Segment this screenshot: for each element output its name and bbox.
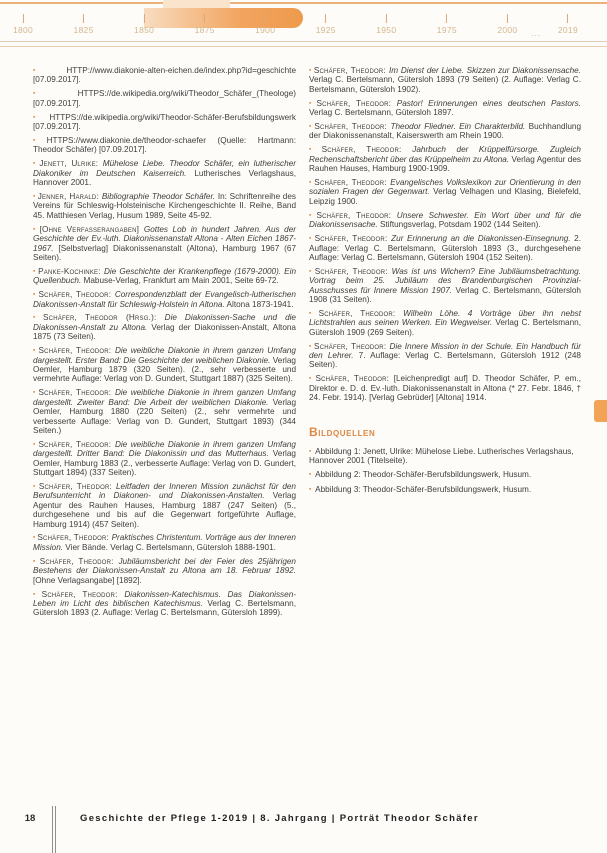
entry-title: Praktisches Christentum. Vorträge aus der Inneren Mission. bbox=[33, 533, 296, 552]
entry-author: Jenner, Harald: bbox=[37, 191, 102, 201]
tick-year-label: 1800 bbox=[12, 25, 34, 35]
bildquellen-text: Abbildung 1: Jenett, Ulrike: Mühelose Liebe. Lutherisches Verlagshaus, Hannover 2001 (Titelseite). bbox=[309, 446, 574, 465]
footer-title: Geschichte der Pflege 1-2019 | 8. Jahrgang | Porträt Theodor Schäfer bbox=[80, 813, 479, 824]
entry-text: [Selbstverlag] Diakonissenanstalt (Altona), Hamburg 1967 (67 Seiten). bbox=[33, 243, 296, 262]
entry-text: HTTP://www.diakonie-alten-eichen.de/index.php?id=geschichte [07.09.2017]. bbox=[33, 66, 296, 85]
entry-author: Schäfer, Theodor: bbox=[316, 210, 397, 220]
tick-year-label: 2000 bbox=[497, 25, 518, 35]
bullet-icon: ▪ bbox=[309, 447, 312, 455]
bullet-icon: ▪ bbox=[309, 235, 313, 243]
bullet-icon: ▪ bbox=[309, 342, 313, 350]
entry-title: Mühelose Liebe. Theodor Schäfer, ein lutherischer Diakoniker im Deutschen Kaiserreich. bbox=[33, 159, 296, 178]
bib-entry bbox=[33, 557, 296, 585]
bildquellen-item bbox=[309, 485, 581, 494]
tick-mark bbox=[386, 14, 387, 23]
bullet-icon: ▪ bbox=[309, 471, 312, 479]
bildquellen-item bbox=[309, 470, 581, 479]
timeline-tick-2019 bbox=[558, 14, 578, 35]
entry-text: Buchhandlung der Diakonissenanstalt, Kaiserswerth am Rhein 1900. bbox=[309, 122, 581, 141]
entry-title: Correspondenzblatt der Evangelisch-lutherischen Diakonissen-Anstalt für Schleswig-Holstein in Altona. bbox=[33, 290, 296, 309]
bib-entry bbox=[33, 440, 296, 478]
bildquellen-text: Abbildung 2: Theodor-Schäfer-Berufsbildungswerk, Husum. bbox=[313, 470, 532, 480]
entry-text: [Leichenpredigt auf] D. Theodor Schäfer, P. em., Direktor e. D. d. Ev.-luth. Diakonissenanstalt in Altona (* 27. Febr. 1846, † 24. Febr. 1914). [Verlag Gebrüder] [Altona] 1914. bbox=[309, 374, 581, 403]
bullet-icon: ▪ bbox=[309, 67, 312, 74]
bildquellen-section bbox=[309, 425, 581, 495]
entry-author: Schäfer, Theodor: bbox=[315, 374, 394, 384]
entry-text: Verlag Oemler, Hamburg 1879 (320 Seiten). (2., sehr verbesserte und vermehrte Auflage: Verlag von D. Gundert, Stuttgart 1887) (325 Seiten). bbox=[33, 355, 296, 384]
entry-author: Schäfer, Theodor (Hrsg.): bbox=[43, 313, 165, 323]
entry-title: Was ist uns Wichern? Eine Jubiläumsbetrachtung. Vortrag beim 25. Jubiläum des Brandenburgischen Provinzial-Ausschusses für Innere Mission 1907. bbox=[309, 266, 581, 295]
entry-author: Schäfer, Theodor: bbox=[314, 234, 392, 244]
tick-year-label: 2019 bbox=[557, 25, 578, 35]
entry-author: Panke-Kochinke: bbox=[38, 266, 105, 276]
timeline-tick-1950 bbox=[376, 14, 396, 35]
bullet-icon: ▪ bbox=[33, 534, 36, 542]
bib-entry bbox=[33, 192, 296, 220]
bildquellen-heading: Bildquellen bbox=[309, 424, 376, 439]
entry-author: Schäfer, Theodor: bbox=[38, 388, 115, 398]
entry-title: Die weibliche Diakonie in ihrem ganzen Umfang dargestellt. Dritter Band: Die Diakonissin und das Mutterhaus. bbox=[33, 439, 296, 459]
entry-author: Schäfer, Theodor: bbox=[314, 341, 390, 351]
timeline-lifespan-highlight bbox=[144, 8, 303, 28]
entry-text: Altona 1873-1941. bbox=[224, 299, 294, 309]
timeline-tick-1800 bbox=[13, 14, 33, 35]
timeline-tick-1900 bbox=[255, 14, 275, 35]
entry-text: Mabuse-Verlag, Frankfurt am Main 2001, Seite 69-72. bbox=[81, 276, 279, 286]
entry-title: Zur Erinnerung an die Diakonissen-Einsegnung. bbox=[391, 234, 571, 244]
bullet-icon: ▪ bbox=[33, 67, 65, 74]
bullet-icon: ▪ bbox=[309, 309, 317, 317]
entry-author: Schäfer, Theodor: bbox=[38, 439, 115, 449]
tick-year-label: 1850 bbox=[134, 25, 155, 35]
entry-title: Jahrbuch der Krüppelfürsorge. Zugleich Rechenschaftsbericht über das Krüppelheim zu Altona. bbox=[309, 145, 581, 164]
tick-mark bbox=[325, 14, 326, 23]
bib-entry bbox=[309, 211, 581, 230]
bullet-icon: ▪ bbox=[33, 160, 38, 168]
bib-entry bbox=[33, 113, 296, 132]
bib-entry bbox=[33, 159, 296, 187]
timeline-bottom-rule-2 bbox=[0, 46, 607, 47]
bib-entry bbox=[33, 533, 296, 552]
bib-entry bbox=[33, 136, 296, 155]
bib-entry bbox=[309, 234, 581, 262]
timeline-top-rule bbox=[0, 2, 607, 4]
bib-entry bbox=[309, 122, 581, 141]
entry-text: Stiftungsverlag, Potsdam 1902 (144 Seiten). bbox=[377, 220, 541, 230]
entry-title: Leitfaden der Inneren Mission zunächst für den Berufsunterricht in Diakonen- und Diakonissen-Anstalten. bbox=[33, 481, 296, 501]
entry-author: Schäfer, Theodor: bbox=[38, 290, 115, 300]
entry-text: Verlag der Diakonissen-Anstalt, Altona 1875 (73 Seiten). bbox=[33, 322, 296, 342]
footer-divider bbox=[52, 806, 56, 853]
bullet-icon: ▪ bbox=[33, 314, 42, 322]
bullet-icon: ▪ bbox=[33, 90, 76, 98]
entry-title: Die weibliche Diakonie in ihrem ganzen Umfang dargestellt. Erster Band: Die Geschichte der weiblichen Diakonie. bbox=[33, 346, 296, 365]
tick-mark bbox=[507, 14, 508, 23]
entry-text: [Ohne Verlagsangabe] [1892]. bbox=[33, 575, 142, 585]
bullet-icon: ▪ bbox=[33, 267, 37, 275]
entry-title: Die Geschichte der Krankenpflege (1679-2000). Ein Quellenbuch. bbox=[33, 266, 297, 286]
bullet-icon: ▪ bbox=[33, 389, 37, 397]
bibliography-column-left bbox=[33, 66, 296, 622]
entry-author: Schäfer, Theodor: bbox=[37, 533, 112, 543]
entry-text: 2. Auflage: Verlag C. Bertelsmann, Gütersloh 1893 (3., durchgesehene Auflage: Verlag C. Bertelsmann, Gütersloh 1904 (152 Seiten). bbox=[309, 234, 581, 262]
entry-text: Verlag Oemler, Hamburg 1883 (2., verbesserte Auflage: Verlag von D. Gundert, Stuttgart 1894) (337 Seiten). bbox=[33, 449, 296, 478]
page-footer bbox=[0, 806, 607, 853]
timeline-tick-1875 bbox=[195, 14, 215, 35]
entry-title: Bibliographie Theodor Schäfer. bbox=[101, 191, 216, 201]
timeline-tick-1850 bbox=[134, 14, 154, 35]
timeline-bottom-rule-1 bbox=[0, 41, 607, 42]
bullet-icon: ▪ bbox=[33, 291, 37, 299]
bullet-icon: ▪ bbox=[33, 225, 38, 233]
bullet-icon: ▪ bbox=[309, 211, 315, 219]
tick-mark bbox=[265, 14, 266, 23]
entry-text: HTTPS://de.wikipedia.org/wiki/Theodor_Schäfer_(Theologe) [07.09.2017]. bbox=[33, 89, 296, 108]
entry-author: Schäfer, Theodor: bbox=[39, 556, 119, 566]
bib-entry bbox=[33, 346, 296, 384]
bullet-icon: ▪ bbox=[309, 375, 314, 383]
bib-entry bbox=[33, 590, 296, 618]
bib-entry bbox=[33, 225, 296, 263]
bullet-icon: ▪ bbox=[33, 113, 48, 121]
entry-title: Die Innere Mission in der Schule. Ein Handbuch für den Lehrer. bbox=[309, 341, 581, 361]
entry-text: Verlag Velhagen und Klasing, Bielefeld, Leipzig 1900. bbox=[309, 187, 581, 206]
bib-entry bbox=[309, 309, 581, 337]
entry-author: [Ohne Verfasserangaben] bbox=[39, 224, 144, 234]
entry-title: Unsere Schwester. Ein Wort über und für die Diakonissensache. bbox=[309, 210, 582, 230]
bib-entry bbox=[33, 89, 296, 108]
bib-entry bbox=[309, 342, 581, 370]
entry-author: Schäfer, Theodor: bbox=[38, 346, 115, 356]
entry-author: Schäfer, Theodor: bbox=[41, 589, 125, 599]
bib-entry bbox=[33, 482, 296, 529]
entry-title: Die Diakonissen-Sache und die Diakonissen-Anstalt zu Altona. bbox=[33, 313, 296, 332]
entry-text: Verlag C. Bertelsmann, Gütersloh 1897. bbox=[309, 108, 454, 118]
tick-year-label: 1900 bbox=[255, 25, 276, 35]
entry-text: Verlag C. Bertelsmann, Gütersloh 1908 (31 Seiten). bbox=[309, 285, 581, 305]
entry-title: Jubiläumsbericht bei der Feier des 25jährigen Bestehens der Diakonissen-Anstalt zu Altona am 18. Februar 1892. bbox=[33, 556, 296, 576]
entry-author: Schäfer, Theodor: bbox=[321, 145, 413, 155]
bib-entry bbox=[33, 313, 296, 341]
timeline-tick-1925 bbox=[316, 14, 336, 35]
entry-author: Schäfer, Theodor: bbox=[313, 66, 389, 75]
entry-text: Verlag Agentur des Rauhen Hauses, Hamburg 1887 (247 Seiten) (5., durchgesehene und bis auf die Gegenwart fortgeführte Auflage, Hamburg 1914) (457 Seiten). bbox=[33, 491, 297, 529]
tick-mark bbox=[144, 14, 145, 23]
bib-entry bbox=[33, 66, 296, 85]
bullet-icon: ▪ bbox=[33, 482, 37, 490]
entry-text: Verlag C. Bertelsmann, Gütersloh 1909 (269 Seiten). bbox=[309, 318, 581, 337]
tick-mark bbox=[83, 14, 84, 23]
bullet-icon: ▪ bbox=[309, 179, 313, 187]
bullet-icon: ▪ bbox=[309, 146, 320, 154]
tick-mark bbox=[204, 14, 205, 23]
bullet-icon: ▪ bbox=[309, 99, 315, 107]
entry-author: Jenett, Ulrike: bbox=[39, 159, 103, 169]
tick-mark bbox=[567, 14, 568, 23]
entry-text: Verlag Oemler, Hamburg 1880 (220 Seiten) (2., sehr vermehrte und verbesserte Auflage: Verlag von D. Gundert, Stuttgart 1893) (344 Seiten.) bbox=[33, 397, 297, 435]
bib-entry bbox=[33, 388, 296, 435]
bullet-icon: ▪ bbox=[33, 440, 37, 448]
bildquellen-text: Abbildung 3: Theodor-Schäfer-Berufsbildungswerk, Husum. bbox=[313, 484, 532, 494]
entry-text: Verlag C. Bertelsmann, Gütersloh 1893 (2. Auflage: Verlag C. Bertelsmann, Gütersloh 1899). bbox=[33, 598, 296, 618]
tick-mark bbox=[22, 14, 23, 23]
entry-text: In: Schriftenreihe des Vereins für Schleswig-Holsteinische Kirchengeschichte II. Reihe, Band 45. Matthiesen Verlag, Husum 1989, Seite 45-92. bbox=[33, 191, 296, 220]
bib-entry bbox=[309, 374, 581, 402]
entry-author: Schäfer, Theodor: bbox=[314, 266, 392, 276]
bib-entry bbox=[309, 145, 581, 173]
timeline-header bbox=[0, 0, 607, 50]
bildquellen-items bbox=[309, 447, 581, 495]
entry-text: Verlag Agentur des Rauhen Hauses, Hamburg 1900-1909. bbox=[309, 154, 581, 174]
entry-author: Schäfer, Theodor: bbox=[316, 98, 397, 108]
bib-entry bbox=[309, 99, 581, 118]
entry-title: Pastor! Erinnerungen eines deutschen Pastors. bbox=[396, 98, 581, 108]
tick-mark bbox=[446, 14, 447, 23]
bildquellen-item bbox=[309, 447, 581, 466]
timeline-tick-1975 bbox=[437, 14, 457, 35]
entry-author: Schäfer, Theodor: bbox=[38, 481, 116, 491]
entry-text: Lutherisches Verlagshaus, Hannover 2001. bbox=[33, 168, 296, 188]
bullet-icon: ▪ bbox=[33, 347, 37, 355]
bibliography-column-right bbox=[309, 66, 581, 622]
entry-title: Gottes Lob in hundert Jahren. Aus der Geschichte der Ev.-luth. Diakonissenanstalt Altona - Alten Eichen 1867-1967. bbox=[33, 224, 297, 253]
entry-author: Schäfer, Theodor: bbox=[314, 122, 391, 132]
entry-author: Schäfer, Theodor: bbox=[318, 308, 404, 318]
tick-year-label: 1925 bbox=[315, 25, 336, 35]
bib-entry bbox=[33, 290, 296, 309]
tick-year-label: 1825 bbox=[73, 25, 94, 35]
bullet-icon: ▪ bbox=[33, 136, 45, 144]
timeline-ellipsis: ... bbox=[531, 28, 542, 38]
tick-year-label: 1950 bbox=[376, 25, 397, 35]
bib-entry bbox=[309, 66, 581, 94]
entry-text: HTTPS://de.wikipedia.org/wiki/Theodor-Schäfer-Berufsbildungswerk [07.09.2017]. bbox=[33, 112, 296, 132]
bib-entry bbox=[309, 267, 581, 305]
entry-title: Im Dienst der Liebe. Skizzen zur Diakonissensache. bbox=[388, 66, 581, 75]
bibliography-content bbox=[0, 66, 607, 622]
entry-title: Wilhelm Löhe. 4 Vorträge über ihn nebst Lichtstrahlen aus seinen Werken. Ein Wegweiser. bbox=[309, 308, 581, 328]
entry-text: 7. Auflage: Verlag C. Bertelsmann, Gütersloh 1912 (248 Seiten). bbox=[309, 351, 581, 370]
page-edge-tab bbox=[594, 400, 607, 422]
entry-text: HTTPS://www.diakonie.de/theodor-schaefer (Quelle: Hartmann: Theodor Schäfer) [07.09.2017]. bbox=[33, 135, 297, 155]
entry-title: Die weibliche Diakonie in ihrem ganzen Umfang dargestellt. Zweiter Band: Die Arbeit der weiblichen Diakonie. bbox=[33, 388, 296, 407]
entry-text: Vier Bände. Verlag C. Bertelsmann, Gütersloh 1888-1901. bbox=[63, 542, 276, 552]
bib-entry bbox=[309, 178, 581, 206]
bullet-icon: ▪ bbox=[33, 557, 38, 565]
entry-title: Evangelisches Volkslexikon zur Orientierung in den sozialen Fragen der Gegenwart. bbox=[309, 178, 581, 197]
bullet-icon: ▪ bbox=[309, 267, 313, 275]
entry-author: Schäfer, Theodor: bbox=[314, 178, 391, 188]
timeline-tick-2000 bbox=[497, 14, 517, 35]
bullet-icon: ▪ bbox=[309, 485, 312, 493]
bibliography-entries-right bbox=[309, 66, 581, 403]
entry-title: Diakonissen-Katechismus. Das Diakonissen-Leben im Licht des biblischen Katechismus. bbox=[33, 589, 296, 608]
tick-year-label: 1975 bbox=[436, 25, 457, 35]
bullet-icon: ▪ bbox=[33, 192, 36, 200]
entry-title: Theodor Fliedner. Ein Charakterbild. bbox=[390, 122, 526, 132]
bullet-icon: ▪ bbox=[33, 590, 40, 598]
entry-text: Verlag C. Bertelsmann, Gütersloh 1893 (79 Seiten) (2. Auflage: Verlag C. Bertelsmann, Gütersloh 1902). bbox=[309, 75, 581, 94]
bullet-icon: ▪ bbox=[309, 123, 313, 131]
tick-year-label: 1875 bbox=[194, 25, 215, 35]
page-number: 18 bbox=[24, 813, 36, 824]
bib-entry bbox=[33, 267, 296, 286]
timeline-tick-1825 bbox=[73, 14, 93, 35]
